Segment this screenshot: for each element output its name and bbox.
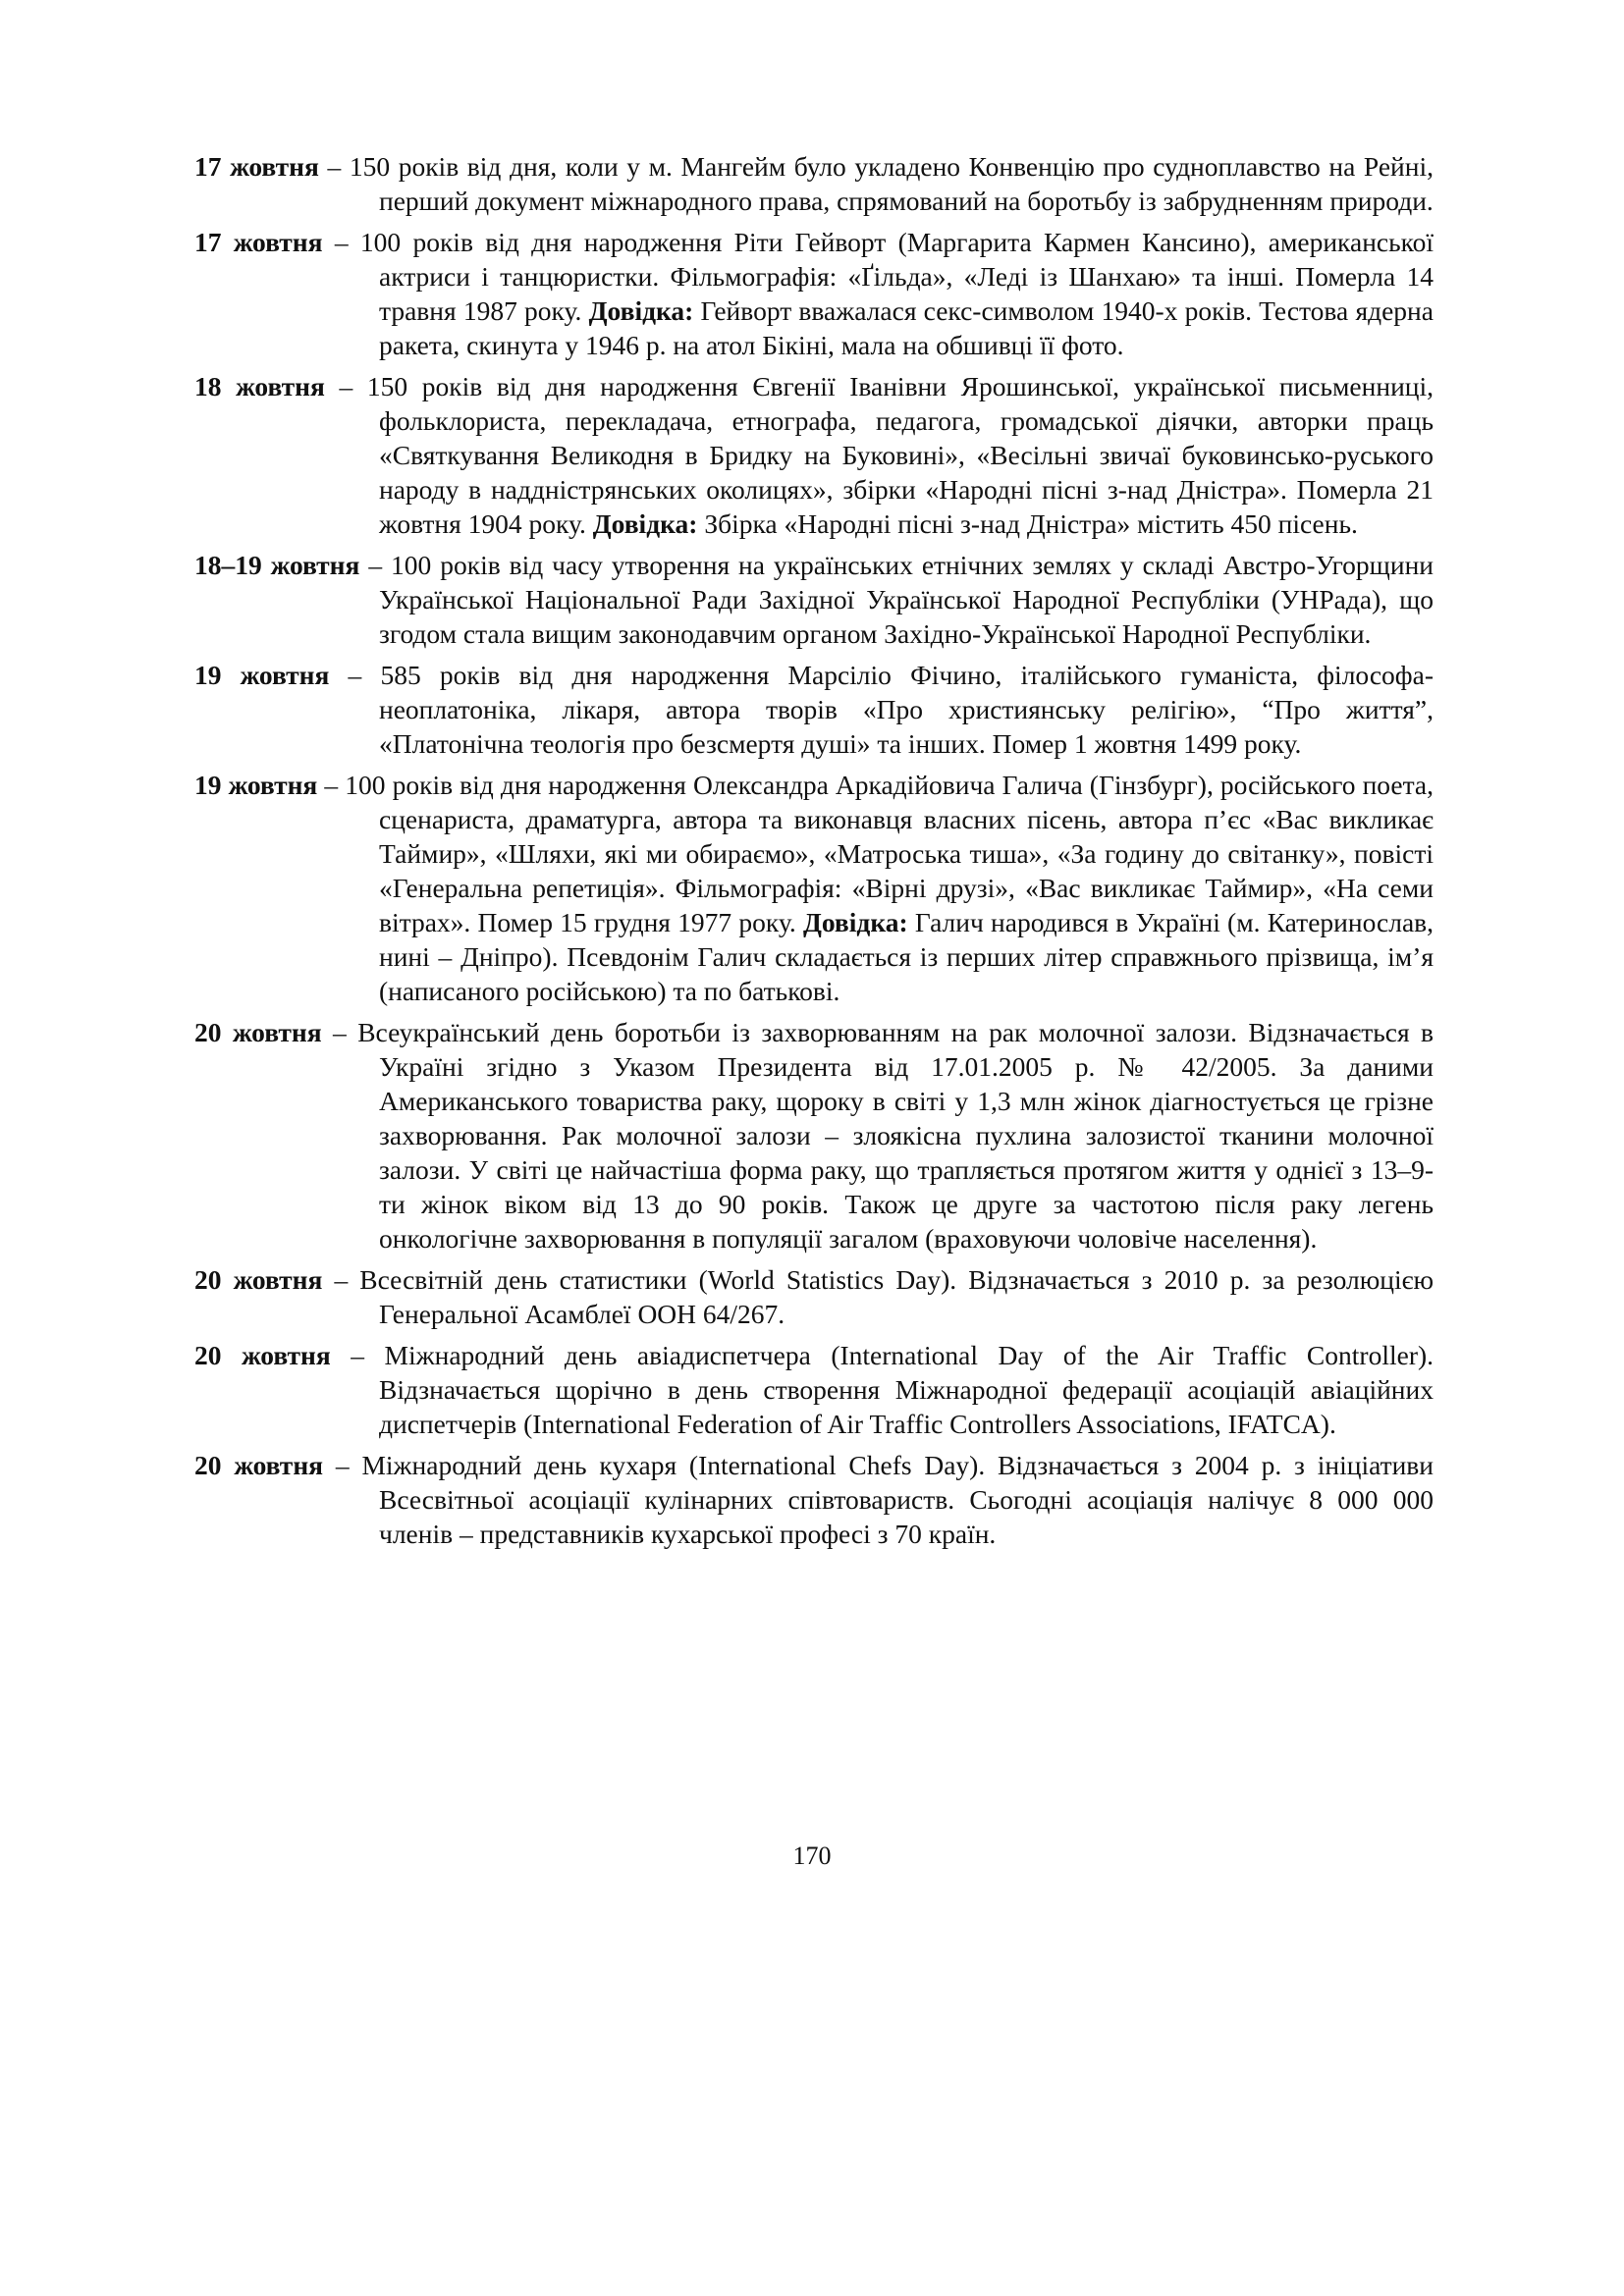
entry-note-label: Довідка:	[802, 907, 908, 937]
entry-date: 17 жовтня	[194, 151, 319, 182]
calendar-entry	[194, 548, 1434, 651]
entry-dash: –	[317, 770, 346, 800]
calendar-entry	[194, 658, 1434, 761]
entry-date: 17 жовтня	[194, 227, 323, 257]
entry-list	[194, 149, 1434, 1551]
entry-date: 19 жовтня	[194, 660, 330, 690]
calendar-entry	[194, 1015, 1434, 1255]
entry-dash: –	[318, 151, 350, 182]
entry-date: 18–19 жовтня	[194, 550, 360, 580]
entry-date: 19 жовтня	[194, 770, 318, 800]
entry-dash: –	[330, 1340, 385, 1370]
entry-note-label: Довідка:	[592, 508, 698, 539]
entry-text: Гейворт вважалася секс-символом 1940-х років. Тестова ядерна ракета, скинута у 1946 р. на атол Бікіні, мала на обшивці її фото.	[379, 295, 1434, 360]
entry-text: 100 років від дня народження Олександра Аркадійовича Галича (Гінзбург), російського поета, сценариста, драматурга, автора та виконавця власних пісень, автора п’єс «Вас викликає Таймир», «Шляхи, які ми обираємо», «Матроська тиша», «За годину до світанку», повісті «Генеральна репетиція». Фільмографія: «Вірні друзі», «Вас викликає Таймир», «На семи вітрах». Помер 15 грудня 1977 року.	[345, 770, 1435, 937]
calendar-entry	[194, 149, 1434, 218]
entry-text: Галич народився в Україні (м. Катеринослав, нині – Дніпро). Псевдонім Галич складається із перших літер справжнього прізвища, ім’я (написаного російською) та по батькові.	[379, 907, 1435, 1006]
page-number: 170	[792, 1842, 832, 1870]
entry-text: Збірка «Народні пісні з-над Дністра» містить 450 пісень.	[697, 508, 1358, 539]
entry-dash: –	[329, 660, 381, 690]
entry-date: 20 жовтня	[194, 1340, 331, 1370]
entry-date: 18 жовтня	[194, 371, 325, 401]
calendar-entry	[194, 369, 1434, 541]
entry-text: 585 років від дня народження Марсіліо Фічино, італійського гуманіста, філософа-неоплатоніка, лікаря, автора творів «Про християнську релігію», “Про життя”, «Платонічна теологія про безсмертя душі» та інших. Помер 1 жовтня 1499 року.	[379, 660, 1434, 759]
document-page	[194, 149, 1434, 1558]
entry-text: Міжнародний день кухаря (International Chefs Day). Відзначається з 2004 р. з ініціативи Всесвітньої асоціації кулінарних співтовариств. Сьогодні асоціація налічує 8 000 000 членів – представників кухарської професі з 70 країн.	[361, 1450, 1435, 1549]
entry-text: 100 років від дня народження Ріти Гейворт (Маргарита Кармен Кансино), американської актриси і танцюристки. Фільмографія: «Ґільда», «Леді із Шанхаю» та інші. Померла 14 травня 1987 року.	[359, 227, 1435, 326]
entry-date: 20 жовтня	[194, 1450, 324, 1480]
entry-date: 20 жовтня	[194, 1017, 322, 1047]
entry-dash: –	[359, 550, 392, 580]
entry-date: 20 жовтня	[194, 1264, 323, 1295]
entry-text: 150 років від дня народження Євгенії Іванівни Ярошинської, української письменниці, фольклориста, перекладача, етнографа, педагога, громадської діячки, авторки праць «Святкування Великодня в Бридку на Буковині», «Весільні звичаї буковинсько-руського народу в наддністрянських околицях», збірки «Народні пісні з-над Дністра». Померла 21 жовтня 1904 року.	[366, 371, 1435, 539]
entry-text: Всеукраїнський день боротьби із захворюванням на рак молочної залози. Відзначається в Україні згідно з Указом Президента від 17.01.2005 р. № 42/2005. За даними Американського товариства раку, щороку в світі у 1,3 млн жінок діагностується це грізне захворювання. Рак молочної залози – злоякісна пухлина залозистої тканини молочної залози. У світі це найчастіша форма раку, що трапляється протягом життя у однієї з 13–9-ти жінок віком від 13 до 90 років. Також це друге за частотою після раку легень онкологічне захворювання в популяції загалом (враховуючи чоловіче населення).	[357, 1017, 1435, 1254]
calendar-entry	[194, 225, 1434, 362]
entry-text: 150 років від дня, коли у м. Мангейм було укладено Конвенцію про судноплавство на Рейні, перший документ міжнародного права, спрямований на боротьбу із забрудненням природи.	[349, 151, 1435, 216]
entry-dash: –	[322, 1264, 360, 1295]
calendar-entry	[194, 768, 1434, 1008]
calendar-entry	[194, 1262, 1434, 1331]
entry-text: 100 років від часу утворення на українських етнічних землях у складі Австро-Угорщини Української Національної Ради Західної Української Народної Республіки (УНРада), що згодом стала вищим законодавчим органом Західно-Української Народної Республіки.	[379, 550, 1435, 649]
calendar-entry	[194, 1448, 1434, 1551]
entry-dash: –	[323, 1450, 362, 1480]
entry-dash: –	[321, 1017, 358, 1047]
entry-text: Всесвітній день статистики (World Statistics Day). Відзначається з 2010 р. за резолюцією Генеральної Асамблеї ООН 64/267.	[359, 1264, 1434, 1329]
entry-text: Міжнародний день авіадиспетчера (International Day of the Air Traffic Controller). Відзначається щорічно в день створення Міжнародної федерації асоціацій авіаційних диспетчерів (International Federation of Air Traffic Controllers Associations, IFATCA).	[379, 1340, 1435, 1439]
entry-dash: –	[324, 371, 367, 401]
entry-dash: –	[322, 227, 360, 257]
entry-note-label: Довідка:	[588, 295, 694, 326]
calendar-entry	[194, 1338, 1434, 1441]
